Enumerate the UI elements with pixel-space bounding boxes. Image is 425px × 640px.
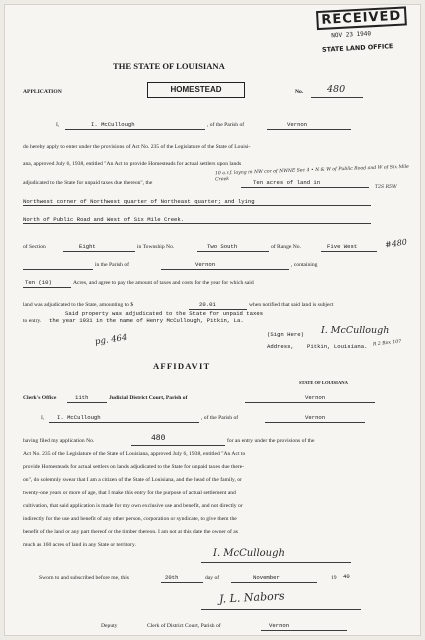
day-of-label: day of — [205, 575, 220, 581]
received-stamp-date: NOV 23 1940 — [331, 30, 372, 40]
acres-value: Ten (10) — [25, 279, 52, 286]
clerk-parish: Vernon — [269, 622, 290, 629]
received-stamp — [316, 5, 402, 54]
handwritten-legal-note: 10 a.r.f. layng in NW cor of NWNE Sec 4 • N & W of Public Road and W of Six Mile Creek — [214, 164, 409, 183]
affidavit-body-3: on", do solemnly swear that I am a citizen of the State of Louisiana, and the head of the family, or — [23, 477, 242, 483]
affidavit-parish-name: Vernon — [305, 414, 326, 421]
affidavit-body-5: cultivation, that said application is made for my own exclusive use and benefit, and not directly or — [23, 503, 243, 509]
land-description-3: North of Public Road and West of Six Mile Creek. — [23, 216, 185, 223]
application-text-2: ana, approved July 6, 1938, entitled "An Act to provide Homesteads for actual settlers upon lands — [23, 161, 242, 167]
acres-text: Acres, and agree to pay the amount of taxes and costs for the year for which said — [73, 280, 254, 286]
clerk-label: Clerk of District Court, Parish of — [147, 623, 221, 629]
affidavit-application-number: 480 — [151, 434, 166, 443]
affidavit-body-1: Act No. 235 of the Legislature of the State of Louisiana, approved July 6, 1938, entitled "An Act to — [23, 451, 246, 457]
applicant-parish-label: , of the Parish of — [207, 122, 245, 128]
parish-of-value: Vernon — [195, 261, 216, 268]
affidavit-body-4: twenty-one years or more of age, that I make this entry for the purpose of actual settlement and — [23, 490, 236, 496]
range-value: Five West — [327, 243, 358, 250]
typed-adjudication-1: Said property was adjudicated to the State for unpaid taxes — [65, 310, 264, 317]
affidavit-body-7: benefit of the land or any part thereof or the timber thereon. I am not at this date the owner of as — [23, 529, 238, 535]
parish-of-label: in the Parish of — [95, 262, 130, 268]
deputy-label: Deputy — [101, 623, 118, 629]
affidavit-parish-label: , of the Parish of — [201, 415, 239, 421]
affidavit-applicant-prefix: I, — [41, 415, 45, 421]
margin-number: #480 — [384, 237, 408, 250]
when-notified-text: when notified that said land is subject — [249, 302, 334, 308]
affiant-signature: I. McCullough — [213, 548, 285, 559]
district-text: Judicial District Court, Parish of — [109, 395, 188, 401]
affidavit-body-6: indirectly for the use and benefit of any other person, corporation or syndicate, to give them the — [23, 516, 237, 522]
district-value: 11th — [75, 394, 89, 401]
application-label: APPLICATION — [23, 89, 62, 95]
address-handwritten: R 2 Box 107 — [372, 339, 402, 348]
affidavit-applicant-name: I. McCullough — [57, 414, 101, 421]
affidavit-body-8: much as 160 acres of land in any State or territory. — [23, 542, 136, 548]
received-stamp-title: RECEIVED — [316, 6, 407, 30]
affidavit-state-label: STATE OF LOUISIANA — [299, 380, 348, 385]
having-filed-text: having filed my application No. — [23, 438, 95, 444]
to-entry-text: to entry. — [23, 318, 42, 324]
adjudicated-text: land was adjudicated to the State, amounting to $ — [23, 302, 134, 308]
sign-here-label: (Sign Here) — [267, 331, 304, 338]
number-label: No. — [295, 89, 304, 95]
received-stamp-office: STATE LAND OFFICE — [321, 42, 394, 54]
year-prefix: 19 — [331, 575, 337, 581]
applicant-name: I. McCullough — [91, 121, 135, 128]
land-description-2: Northwest corner of Northwest quarter of Northeast quarter; and lying — [23, 198, 255, 205]
application-text-3: adjudicated to the State for unpaid taxes due thereon", the — [23, 180, 153, 186]
address-label: Address, — [267, 343, 294, 350]
applicant-parish: Vernon — [287, 121, 308, 128]
district-parish: Vernon — [305, 394, 326, 401]
sworn-month: November — [253, 574, 280, 581]
handwritten-township-ref: T2S R5W — [375, 185, 397, 190]
page-reference: pg. 464 — [94, 332, 129, 348]
sworn-text: Sworn to and subscribed before me, this — [39, 575, 129, 581]
applicant-signature: I. McCullough — [321, 325, 390, 336]
range-label: of Range No. — [271, 244, 301, 250]
typed-adjudication-2: the year 1931 in the name of Henry McCullough, Pitkin, La. — [49, 317, 244, 324]
section-value: Eight — [79, 243, 96, 250]
application-text-1: do hereby apply to enter under the provisions of Act No. 235 of the Legislature of the State of Louisi- — [23, 144, 251, 150]
address-value: Pitkin, Louisiana. — [307, 343, 368, 350]
land-description-1: Ten acres of land in — [253, 179, 321, 186]
for-entry-text: for an entry under the provisions of the — [227, 438, 315, 444]
affidavit-title: AFFIDAVIT — [153, 361, 211, 371]
application-number: 480 — [327, 84, 346, 95]
township-label: in Township No. — [137, 244, 175, 250]
amount-value: 20.01 — [199, 301, 216, 308]
containing-label: , containing — [291, 262, 318, 268]
sworn-day: 20th — [165, 574, 179, 581]
clerk-signature: J. L. Nabors — [218, 589, 285, 606]
sworn-year: 40 — [343, 573, 350, 580]
applicant-prefix: I, — [56, 122, 60, 128]
state-title: THE STATE OF LOUISIANA — [113, 61, 225, 71]
clerk-office-label: Clerk's Office — [23, 395, 57, 401]
township-value: Two South — [207, 243, 238, 250]
homestead-application-form — [4, 4, 421, 636]
homestead-title-box: HOMESTEAD — [147, 82, 245, 98]
affidavit-body-2: provide Homesteads for actual settlers on lands adjudicated to the State for unpaid taxes due there- — [23, 464, 245, 470]
section-label: of Section — [23, 244, 46, 250]
